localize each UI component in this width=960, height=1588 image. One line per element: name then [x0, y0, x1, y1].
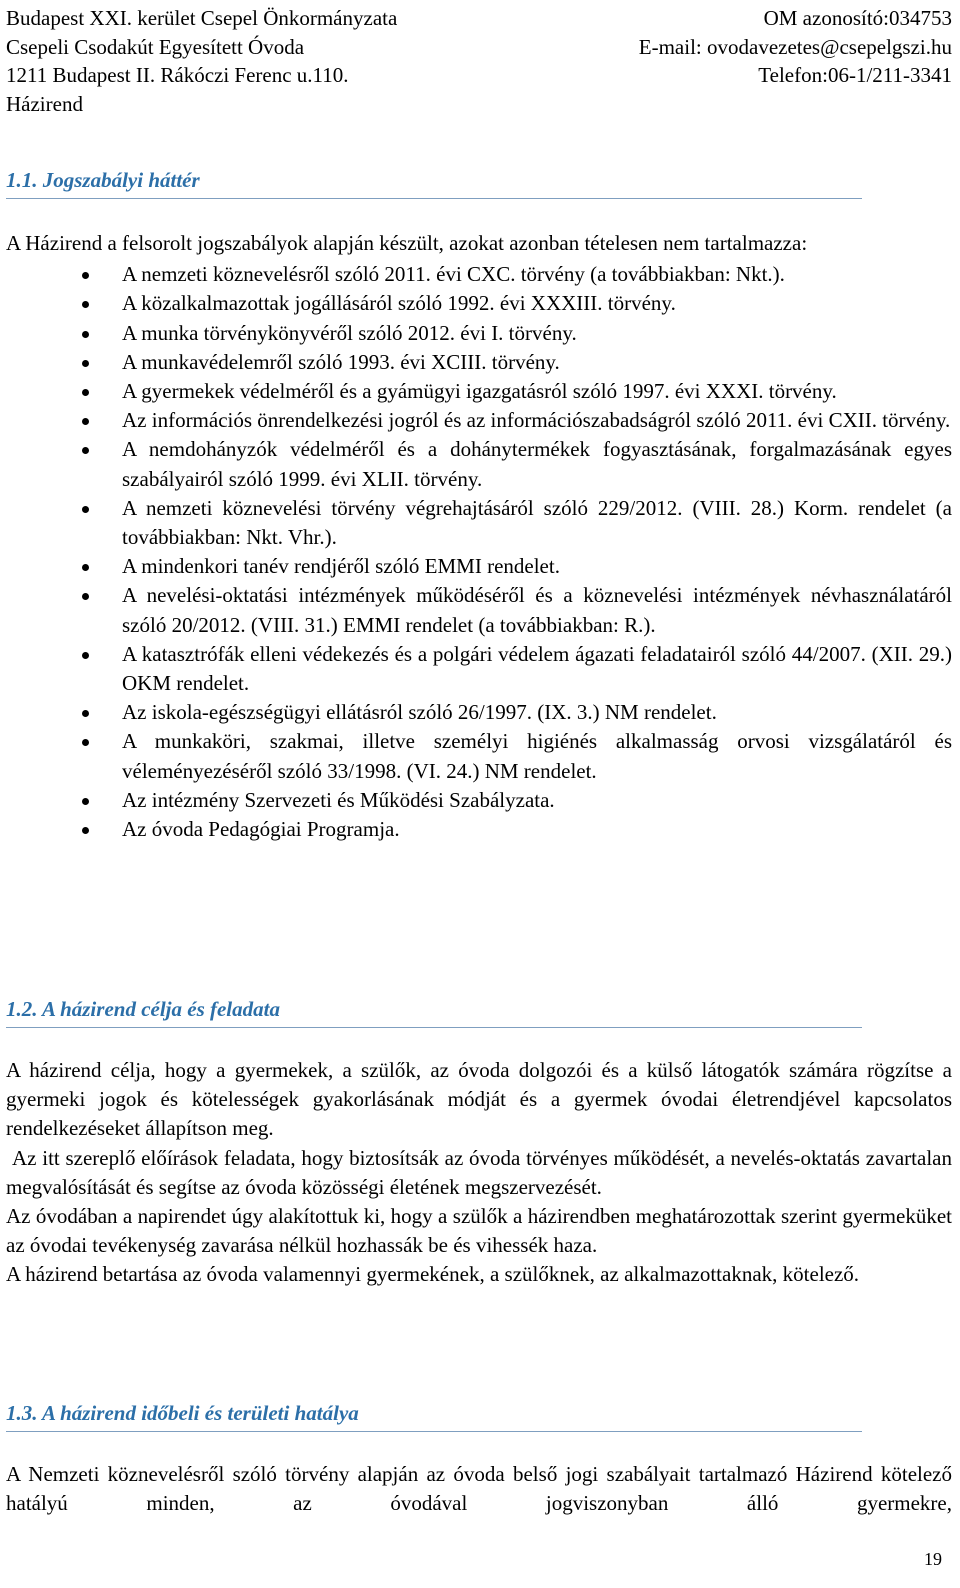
section-number: 1.3. — [6, 1401, 38, 1425]
law-list — [6, 260, 952, 844]
list-item: A mindenkori tanév rendjéről szóló EMMI rendelet. — [6, 552, 952, 581]
scope-paragraph: A Nemzeti köznevelésről szóló törvény alapján az óvoda belső jogi szabályait tartalmazó Házirend kötelező hatályú minden, az óvodával jogviszonyban álló gyermekre, — [6, 1462, 952, 1516]
page-header — [6, 4, 952, 118]
section-number: 1.1. — [6, 168, 38, 192]
list-item: A munkavédelemről szóló 1993. évi XCIII. törvény. — [6, 348, 952, 377]
list-item: Az iskola-egészségügyi ellátásról szóló 26/1997. (IX. 3.) NM rendelet. — [6, 698, 952, 727]
section-scope — [6, 1399, 952, 1518]
bullet-icon — [82, 652, 89, 659]
list-item: Az óvoda Pedagógiai Programja. — [6, 815, 952, 844]
section-legal-background — [6, 166, 952, 844]
bullet-icon — [82, 564, 89, 571]
bullet-icon — [82, 447, 89, 454]
list-item: A nemdohányzók védelméről és a dohánytermékek fogyasztásának, forgalmazásának egyes szabályairól szóló 1999. évi XLII. törvény. — [6, 435, 952, 493]
bullet-icon — [82, 389, 89, 396]
header-row-3 — [6, 61, 952, 90]
list-item: Az információs önrendelkezési jogról és az információszabadságról szóló 2011. évi CXII. törvény. — [6, 406, 952, 435]
bullet-icon — [82, 710, 89, 717]
bullet-icon — [82, 301, 89, 308]
phone-number: Telefon:06-1/211-3341 — [758, 63, 952, 87]
list-item: Az intézmény Szervezeti és Működési Szabályzata. — [6, 786, 952, 815]
institution-name: Csepeli Csodakút Egyesített Óvoda — [6, 34, 305, 59]
list-item: A nemzeti köznevelésről szóló 2011. évi CXC. törvény (a továbbiakban: Nkt.). — [6, 260, 952, 289]
municipality-name: Budapest XXI. kerület Csepel Önkormányzata — [6, 6, 398, 30]
section-purpose — [6, 995, 952, 1290]
bullet-icon — [82, 593, 89, 600]
page-number: 19 — [924, 1549, 942, 1569]
heading-underline — [6, 1431, 862, 1432]
document-title: Házirend — [6, 91, 83, 116]
bullet-icon — [82, 798, 89, 805]
list-item: A nevelési-oktatási intézmények működéséről és a köznevelési intézmények névhasználatáról szóló 20/2012. (VIII. 31.) EMMI rendelet (a továbbiakban: R.). — [6, 581, 952, 639]
header-row-2 — [6, 33, 952, 62]
compliance-paragraph: A házirend betartása az óvoda valamennyi gyermekének, a szülőknek, az alkalmazottaknak, kötelező. — [6, 1262, 860, 1287]
bullet-icon — [82, 272, 89, 279]
schedule-paragraph: Az óvodában a napirendet úgy alakítottuk ki, hogy a szülők a házirendben meghatározottak szerint gyermeküket az óvodai tevékenység zavarása nélkül hozhassák be és vihessék haza. — [6, 1204, 952, 1258]
bullet-icon — [82, 360, 89, 367]
section-heading — [6, 995, 952, 1023]
bullet-icon — [82, 506, 89, 513]
list-item: A közalkalmazottak jogállásáról szóló 1992. évi XXXIII. törvény. — [6, 289, 952, 318]
header-row-1 — [6, 4, 952, 33]
heading-underline — [6, 1027, 862, 1028]
om-identifier: OM azonosító:034753 — [763, 6, 952, 30]
list-item: A munka törvénykönyvéről szóló 2012. évi I. törvény. — [6, 319, 952, 348]
email-address: E-mail: ovodavezetes@csepelgszi.hu — [638, 34, 952, 59]
section-heading — [6, 1399, 952, 1427]
section-title: A házirend időbeli és területi hatálya — [41, 1401, 359, 1425]
list-item: A gyermekek védelméről és a gyámügyi igazgatásról szóló 1997. évi XXXI. törvény. — [6, 377, 952, 406]
postal-address: 1211 Budapest II. Rákóczi Ferenc u.110. — [6, 63, 349, 87]
section-title: Jogszabályi háttér — [42, 168, 200, 192]
duties-paragraph: Az itt szereplő előírások feladata, hogy biztosítsák az óvoda törvényes működését, a nevelés-oktatás zavartalan megvalósítását és segítse az óvoda közösségi életének megszervezését. — [6, 1145, 952, 1199]
purpose-paragraph: A házirend célja, hogy a gyermekek, a szülők, az óvoda dolgozói és a külső látogatók számára rögzítse a gyermeki jogok és kötelességek gyakorlásának módját és a gyermek óvodai életrendjével kapcsolatos rendelkezéseket állapítson meg. — [6, 1058, 952, 1141]
header-row-4 — [6, 90, 952, 119]
section-intro: A Házirend a felsorolt jogszabályok alapján készült, azokat azonban tételesen nem tartalmazza: — [6, 231, 808, 255]
bullet-icon — [82, 418, 89, 425]
bullet-icon — [82, 331, 89, 338]
section-title: A házirend célja és feladata — [41, 997, 280, 1021]
heading-underline — [6, 198, 862, 199]
section-heading — [6, 166, 952, 194]
bullet-icon — [82, 827, 89, 834]
list-item: A munkaköri, szakmai, illetve személyi higiénés alkalmasság orvosi vizsgálatáról és véleményezéséről szóló 33/1998. (VI. 24.) NM rendelet. — [6, 727, 952, 785]
section-number: 1.2. — [6, 997, 38, 1021]
list-item: A nemzeti köznevelési törvény végrehajtásáról szóló 229/2012. (VIII. 28.) Korm. rendelet (a továbbiakban: Nkt. Vhr.). — [6, 494, 952, 552]
list-item: A katasztrófák elleni védekezés és a polgári védelem ágazati feladatairól szóló 44/2007. (XII. 29.) OKM rendelet. — [6, 640, 952, 698]
bullet-icon — [82, 739, 89, 746]
